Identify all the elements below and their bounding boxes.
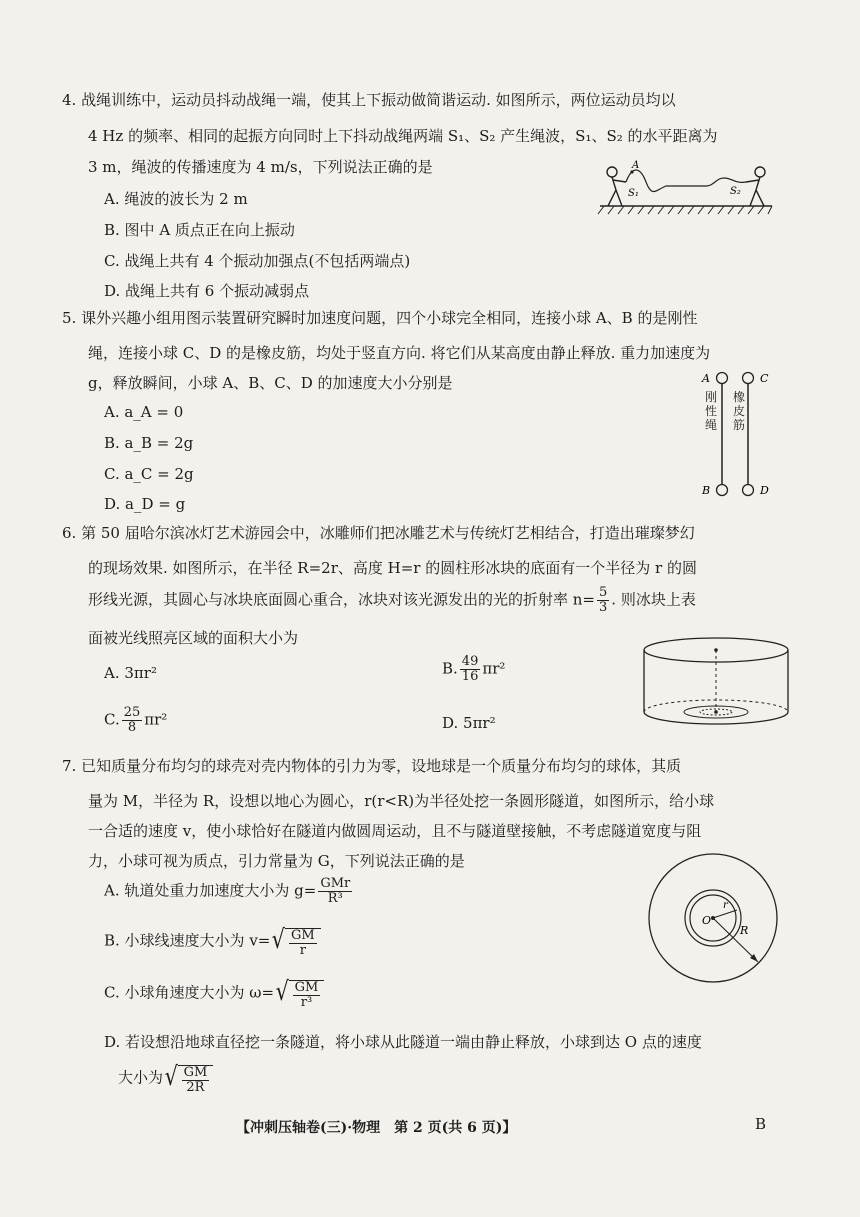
q5-fig-label-d: D	[760, 484, 769, 497]
q7-fig-label-big-r: R	[740, 924, 749, 937]
q6-stem-line1: 6. 第 50 届哈尔滨冰灯艺术游园会中，冰雕师们把冰雕艺术与传统灯艺相结合，打造出璀璨梦幻	[62, 524, 695, 542]
q5-stem-line1: 5. 课外兴趣小组用图示装置研究瞬时加速度问题，四个小球完全相同，连接小球 A、B 的是刚性	[62, 309, 698, 327]
page-version-code: B	[755, 1115, 767, 1133]
q6-stem-line3	[88, 586, 696, 615]
q4-stem-line2: 4 Hz 的频率、相同的起振方向同时上下抖动战绳两端 S₁、S₂ 产生绳波，S₁、S₂ 的水平距离为	[88, 127, 718, 145]
q4-option-d: D. 战绳上共有 6 个振动减弱点	[104, 282, 310, 300]
q7-option-a: A. 轨道处重力加速度大小为 g= $\frac{\text{GMr}}{\text{R³}}$	[104, 876, 351, 906]
q7-option-d-line2: 大小为 √ $\frac{GM}{2R}$	[118, 1062, 213, 1095]
q7-stem-line1: 7. 已知质量分布均匀的球壳对壳内物体的引力为零，设地球是一个质量分布均匀的球体，其质	[62, 757, 682, 775]
q7-fig-label-o: O	[702, 914, 712, 927]
q5-ball-rope-figure	[698, 368, 788, 502]
q4-stem-line3: 3 m，绳波的传播速度为 4 m/s，下列说法正确的是	[88, 158, 433, 176]
q7-stem-line2: 量为 M，半径为 R，设想以地心为圆心，r(r<R)为半径处挖一条圆形隧道，如图所示，给小球	[88, 792, 715, 810]
q5-stem-line3: g，释放瞬间，小球 A、B、C、D 的加速度大小分别是	[88, 374, 453, 392]
q5-stem-line2: 绳，连接小球 C、D 的是橡皮筋，均处于竖直方向. 将它们从某高度由静止释放. 重力加速度为	[88, 344, 711, 362]
q4-fig-label-s2: S₂	[730, 186, 741, 197]
page-footer: 【冲刺压轴卷(三)·物理 第 2 页(共 6 页)】	[236, 1120, 517, 1136]
q5-fig-label-band: 橡皮筋	[733, 390, 746, 432]
q5-option-a: A. a_A = 0	[104, 403, 184, 421]
q5-fig-label-b: B	[702, 484, 711, 497]
q7-option-d-line1: D. 若设想沿地球直径挖一条隧道，将小球从此隧道一端由静止释放，小球到达 O 点的速度	[104, 1033, 702, 1051]
q6-line3-text: 形线光源，其圆心与冰块底面圆心重合，冰块对该光源发出的光的折射率 n=	[88, 590, 596, 609]
q5-fig-label-a: A	[702, 372, 710, 385]
q7-fig-label-r: r	[723, 900, 728, 911]
q7-stem-line3: 一合适的速度 v，使小球恰好在隧道内做圆周运动，且不与隧道壁接触，不考虑隧道宽度与阻	[88, 822, 702, 840]
q6-option-d: D. 5πr²	[442, 714, 496, 732]
q7-option-c: C. 小球角速度大小为 ω= √ $\frac{GM}{\text{r³}}$	[104, 977, 324, 1010]
q6-stem-line2: 的现场效果. 如图所示，在半径 R=2r、高度 H=r 的圆柱形冰块的底面有一个半径为 r 的圆	[88, 559, 697, 577]
q4-fig-label-s1: S₁	[628, 188, 639, 199]
q5-option-d: D. a_D = g	[104, 495, 186, 513]
q4-fig-label-a: A	[632, 160, 640, 171]
q5-option-c: C. a_C = 2g	[104, 465, 194, 483]
q7-stem-line4: 力，小球可视为质点，引力常量为 G，下列说法正确的是	[88, 852, 465, 870]
q4-battle-rope-figure	[596, 160, 776, 220]
q5-fig-label-c: C	[760, 372, 769, 385]
q4-option-c: C. 战绳上共有 4 个振动加强点(不包括两端点)	[104, 252, 411, 270]
q7-option-b: B. 小球线速度大小为 v= √ $\frac{GM}{r}$	[104, 925, 321, 958]
q6-refractive-index-fraction: $\frac{5}{3}$	[599, 585, 608, 615]
q6-option-a: A. 3πr²	[104, 664, 157, 682]
q6-stem-line4: 面被光线照亮区域的面积大小为	[88, 629, 299, 647]
q7-earth-tunnel-figure	[640, 850, 786, 986]
q4-stem-line1: 4. 战绳训练中，运动员抖动战绳一端，使其上下振动做简谐运动. 如图所示，两位运动员均以	[62, 91, 676, 109]
q5-fig-label-rope: 刚性绳	[705, 390, 718, 432]
q6-ice-cylinder-figure	[640, 634, 792, 734]
q6-option-c: C. $\frac{25}{8}$ πr²	[104, 705, 168, 735]
q6-line3-tail: . 则冰块上表	[611, 590, 696, 609]
q4-option-b: B. 图中 A 质点正在向上振动	[104, 221, 295, 239]
q5-option-b: B. a_B = 2g	[104, 434, 194, 452]
q6-option-b: B. $\frac{49}{16}$ πr²	[442, 654, 506, 684]
q4-option-a: A. 绳波的波长为 2 m	[104, 190, 248, 208]
